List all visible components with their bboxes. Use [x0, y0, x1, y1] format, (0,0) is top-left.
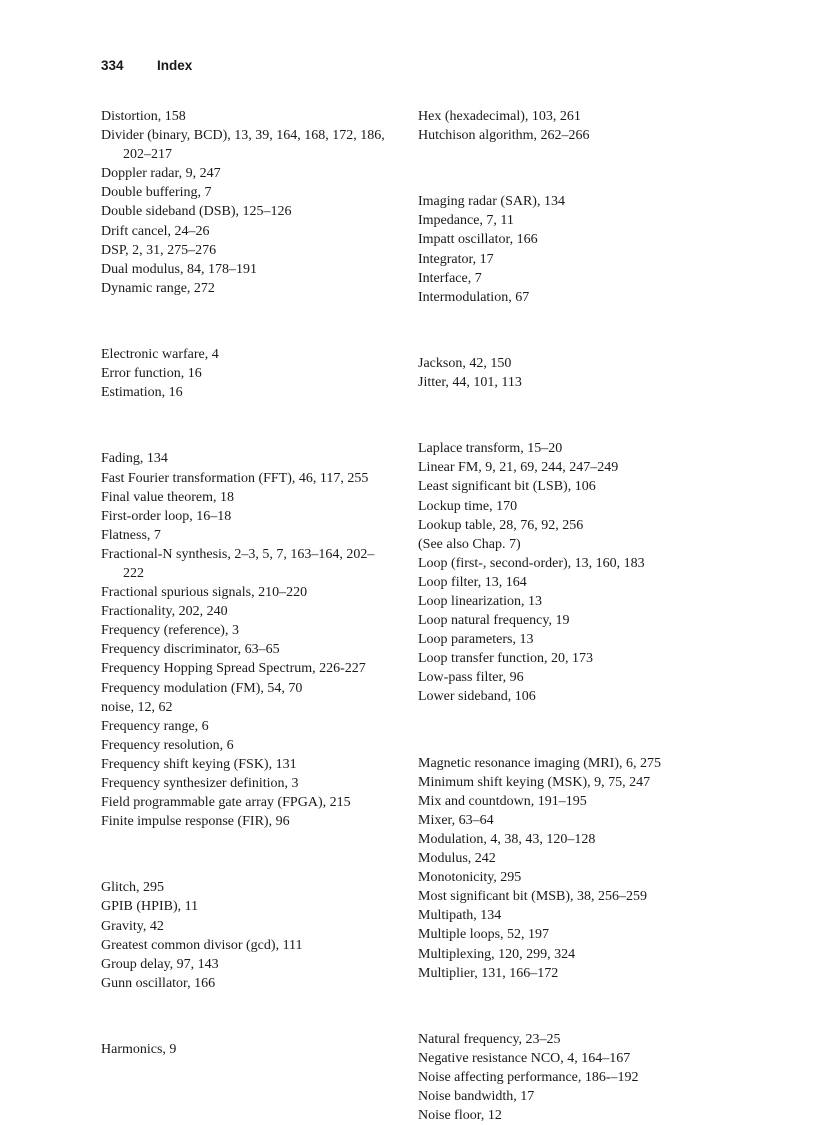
index-entry: Frequency discriminator, 63–65 — [101, 642, 280, 658]
index-entry: Linear FM, 9, 21, 69, 244, 247–249 — [418, 460, 619, 476]
index-entry: Final value theorem, 18 — [101, 489, 234, 505]
index-entry: Fractional-N synthesis, 2–3, 5, 7, 163–164, 202–222 — [101, 546, 375, 581]
index-entry: Frequency range, 6 — [101, 718, 209, 734]
index-entry: Imaging radar (SAR), 134 — [418, 194, 565, 210]
index-entry: Multiplier, 131, 166–172 — [418, 965, 559, 981]
index-entry: Interface, 7 — [418, 270, 482, 286]
index-entry: Finite impulse response (FIR), 96 — [101, 814, 290, 830]
index-entry: Impedance, 7, 11 — [418, 213, 514, 229]
index-entry: Noise bandwidth, 17 — [418, 1089, 535, 1105]
index-entry: Fractionality, 202, 240 — [101, 604, 228, 620]
index-entry: Most significant bit (MSB), 38, 256–259 — [418, 889, 648, 905]
index-entry: Field programmable gate array (FPGA), 215 — [101, 795, 351, 811]
index-entry: Frequency shift keying (FSK), 131 — [101, 756, 297, 772]
letter-group-gap — [101, 1007, 391, 1026]
index-entry: Loop (first-, second-order), 13, 160, 183 — [418, 555, 645, 571]
index-entry: Frequency Hopping Spread Spectrum, 226-227 — [101, 661, 366, 677]
letter-group-gap — [418, 997, 718, 1016]
letter-group-gap — [418, 321, 718, 340]
index-entry: Hex (hexadecimal), 103, 261 — [418, 109, 581, 124]
index-entry: Mix and countdown, 191–195 — [418, 793, 587, 809]
index-entry: Negative resistance NCO, 4, 164–167 — [418, 1050, 631, 1066]
index-entry: Loop linearization, 13 — [418, 593, 543, 609]
index-entry: Monotonicity, 295 — [418, 870, 522, 886]
index-entry: Noise floor, 12 — [418, 1108, 502, 1124]
index-entry: noise, 12, 62 — [101, 699, 173, 715]
index-entry: Double buffering, 7 — [101, 185, 212, 201]
index-entry: Laplace transform, 15–20 — [418, 441, 563, 457]
index-entry: Gravity, 42 — [101, 918, 164, 934]
letter-group-gap — [101, 416, 391, 435]
letter-group-gap — [418, 721, 718, 740]
running-head: Index — [157, 58, 193, 73]
index-entry: Fractional spurious signals, 210–220 — [101, 585, 308, 601]
letter-group-gap — [101, 312, 391, 331]
index-entry: Harmonics, 9 — [101, 1042, 177, 1058]
letter-group-gap — [418, 406, 718, 425]
letter-group-gap — [418, 159, 718, 178]
index-entry: Flatness, 7 — [101, 527, 161, 543]
index-entry: Least significant bit (LSB), 106 — [418, 479, 596, 495]
index-entry: Doppler radar, 9, 247 — [101, 166, 221, 182]
index-entry: GPIB (HPIB), 11 — [101, 899, 199, 915]
index-entry: Distortion, 158 — [101, 109, 186, 124]
index-entry: Natural frequency, 23–25 — [418, 1031, 561, 1047]
index-entry: Dual modulus, 84, 178–191 — [101, 261, 257, 277]
index-entry: Double sideband (DSB), 125–126 — [101, 204, 292, 220]
index-entry: Multiplexing, 120, 299, 324 — [418, 946, 576, 962]
index-entry: Multiple loops, 52, 197 — [418, 927, 550, 943]
index-entry: Jackson, 42, 150 — [418, 355, 512, 371]
index-entry: Frequency (reference), 3 — [101, 623, 239, 639]
index-entry: Lockup time, 170 — [418, 498, 518, 514]
index-entry: Intermodulation, 67 — [418, 289, 530, 305]
index-entry: Estimation, 16 — [101, 385, 183, 401]
index-entry: Magnetic resonance imaging (MRI), 6, 275 — [418, 755, 661, 771]
index-entry: Dynamic range, 272 — [101, 280, 215, 296]
page-number: 334 — [101, 58, 124, 73]
index-entry: Hutchison algorithm, 262–266 — [418, 128, 590, 144]
index-entry: Loop transfer function, 20, 173 — [418, 651, 593, 667]
index-entry: Loop parameters, 13 — [418, 632, 534, 648]
index-entry: Jitter, 44, 101, 113 — [418, 375, 522, 391]
index-entry: First-order loop, 16–18 — [101, 508, 232, 524]
index-entry: Greatest common divisor (gcd), 111 — [101, 937, 303, 953]
index-entry: Loop filter, 13, 164 — [418, 574, 527, 590]
index-entry: DSP, 2, 31, 275–276 — [101, 242, 217, 258]
index-entry: Fading, 134 — [101, 451, 168, 467]
index-entry: Multipath, 134 — [418, 908, 502, 924]
index-entry: Fast Fourier transformation (FFT), 46, 117, 255 — [101, 470, 369, 486]
index-entry: Mixer, 63–64 — [418, 812, 494, 828]
page-header — [101, 58, 192, 73]
index-entry: Low-pass filter, 96 — [418, 670, 524, 686]
index-entry: Electronic warfare, 4 — [101, 347, 219, 363]
index-entry: Impatt oscillator, 166 — [418, 232, 538, 248]
index-column-right — [418, 107, 718, 1125]
index-column-left — [101, 107, 391, 1059]
index-entry: Frequency synthesizer definition, 3 — [101, 776, 299, 791]
index-entry: Modulation, 4, 38, 43, 120–128 — [418, 832, 596, 847]
index-entry: Minimum shift keying (MSK), 9, 75, 247 — [418, 774, 651, 790]
index-entry: Lookup table, 28, 76, 92, 256 — [418, 517, 584, 533]
index-entry: Frequency modulation (FM), 54, 70 — [101, 680, 303, 696]
index-entry: Glitch, 295 — [101, 880, 164, 896]
index-entry: (See also Chap. 7) — [418, 536, 521, 552]
index-entry: Loop natural frequency, 19 — [418, 613, 570, 629]
index-entry: Modulus, 242 — [418, 851, 496, 867]
index-entry: Error function, 16 — [101, 366, 202, 382]
index-entry: Drift cancel, 24–26 — [101, 223, 210, 239]
index-entry: Lower sideband, 106 — [418, 689, 536, 705]
letter-group-gap — [101, 845, 391, 864]
index-entry: Group delay, 97, 143 — [101, 956, 219, 972]
index-entry: Divider (binary, BCD), 13, 39, 164, 168, 172, 186, 202–217 — [101, 128, 385, 163]
index-entry: Noise affecting performance, 186-–192 — [418, 1070, 639, 1086]
index-entry: Integrator, 17 — [418, 251, 494, 267]
index-entry: Gunn oscillator, 166 — [101, 975, 216, 991]
index-entry: Frequency resolution, 6 — [101, 737, 234, 753]
